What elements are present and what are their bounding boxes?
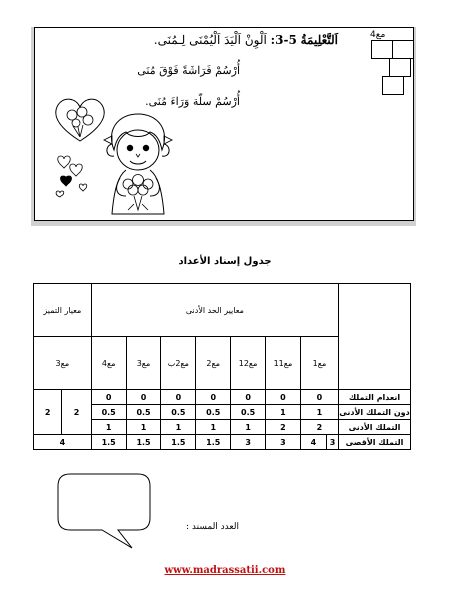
speech-bubble <box>56 472 156 552</box>
instruction-line-3: أُرْسُمْ سلّة وَرَاءَ مُنَى. <box>145 95 240 108</box>
assigned-score-label: العدد المسند : <box>186 522 239 532</box>
score-cell: 0 <box>126 390 161 405</box>
small-hearts-illustration <box>54 152 96 202</box>
score-cell: 4 <box>300 435 326 450</box>
score-cell: 1 <box>126 420 161 435</box>
score-cell: 1 <box>161 420 196 435</box>
row-label: انعدام التملك <box>339 390 411 405</box>
score-cell: 2 <box>300 420 338 435</box>
score-cell: 2 <box>266 420 301 435</box>
score-cell: 0 <box>300 390 338 405</box>
score-cell: 0.5 <box>196 405 231 420</box>
excellence-score: 2 <box>34 390 62 435</box>
score-cell: 0 <box>196 390 231 405</box>
grid-square <box>371 40 393 59</box>
table-header-row <box>34 284 411 337</box>
score-row <box>34 390 411 405</box>
score-cell: 0 <box>91 390 126 405</box>
criterion-cell: مع3 <box>126 337 161 390</box>
grid-square <box>389 58 411 77</box>
criterion-cell: مع12 <box>231 337 266 390</box>
instruction-line-2: أُرْسُمْ فَرَاشَةً فَوْقَ مُنَى <box>137 64 240 77</box>
grid-square <box>392 40 414 59</box>
criterion-cell: مع2 <box>196 337 231 390</box>
score-cell: 1 <box>266 405 301 420</box>
score-cell: 1 <box>300 405 338 420</box>
row-label-header <box>339 284 411 390</box>
score-cell: 0 <box>266 390 301 405</box>
grading-table <box>33 283 411 450</box>
score-cell: 1 <box>231 420 266 435</box>
score-cell: 1 <box>196 420 231 435</box>
score-cell: 3 <box>266 435 301 450</box>
table-title: جدول إسناد الأعداد <box>178 256 272 267</box>
girl-holding-flowers-illustration <box>98 110 178 222</box>
score-cell: 1.5 <box>91 435 126 450</box>
excellence-score: 2 <box>62 390 91 435</box>
website-link[interactable]: www.madrassatii.com <box>164 565 286 576</box>
score-cell: 1.5 <box>161 435 196 450</box>
instruction-heading: اَلتَّعْلِيمَةُ <box>300 33 338 47</box>
row-label: التملك الأقصى <box>339 435 411 450</box>
instruction-code: 5-3: <box>270 33 297 47</box>
score-cell: 0.5 <box>126 405 161 420</box>
criterion-cell: مع1 <box>300 337 338 390</box>
score-cell: 3 <box>231 435 266 450</box>
instruction-text-1: اَلْوِنْ اَلْيَدَ اَلْيُمْنَى لِـمُنَى. <box>153 33 267 47</box>
header-excellence: معيار التميز <box>34 284 92 337</box>
corner-criterion-label: مع4 <box>370 30 386 40</box>
score-cell: 0.5 <box>231 405 266 420</box>
score-cell: 0 <box>161 390 196 405</box>
criterion-cell: مع4 <box>91 337 126 390</box>
instruction-line-1 <box>154 33 338 47</box>
criterion-cell: مع11 <box>266 337 301 390</box>
score-cell: 0 <box>231 390 266 405</box>
row-label: التملك الأدنى <box>339 420 411 435</box>
score-cell: 0.5 <box>91 405 126 420</box>
score-cell: 0.5 <box>161 405 196 420</box>
row-label: دون التملك الأدنى <box>339 405 411 420</box>
score-cell: 1 <box>91 420 126 435</box>
header-minimum-criteria: معايير الحد الأدنى <box>91 284 338 337</box>
score-cell: 1.5 <box>126 435 161 450</box>
score-cell: 1.5 <box>196 435 231 450</box>
score-cell: 3 <box>327 435 339 450</box>
grid-square <box>382 76 404 95</box>
excellence-score: 4 <box>34 435 92 450</box>
criterion-cell: مع2ب <box>161 337 196 390</box>
criterion-excellence: مع3 <box>34 337 92 390</box>
score-row <box>34 435 411 450</box>
